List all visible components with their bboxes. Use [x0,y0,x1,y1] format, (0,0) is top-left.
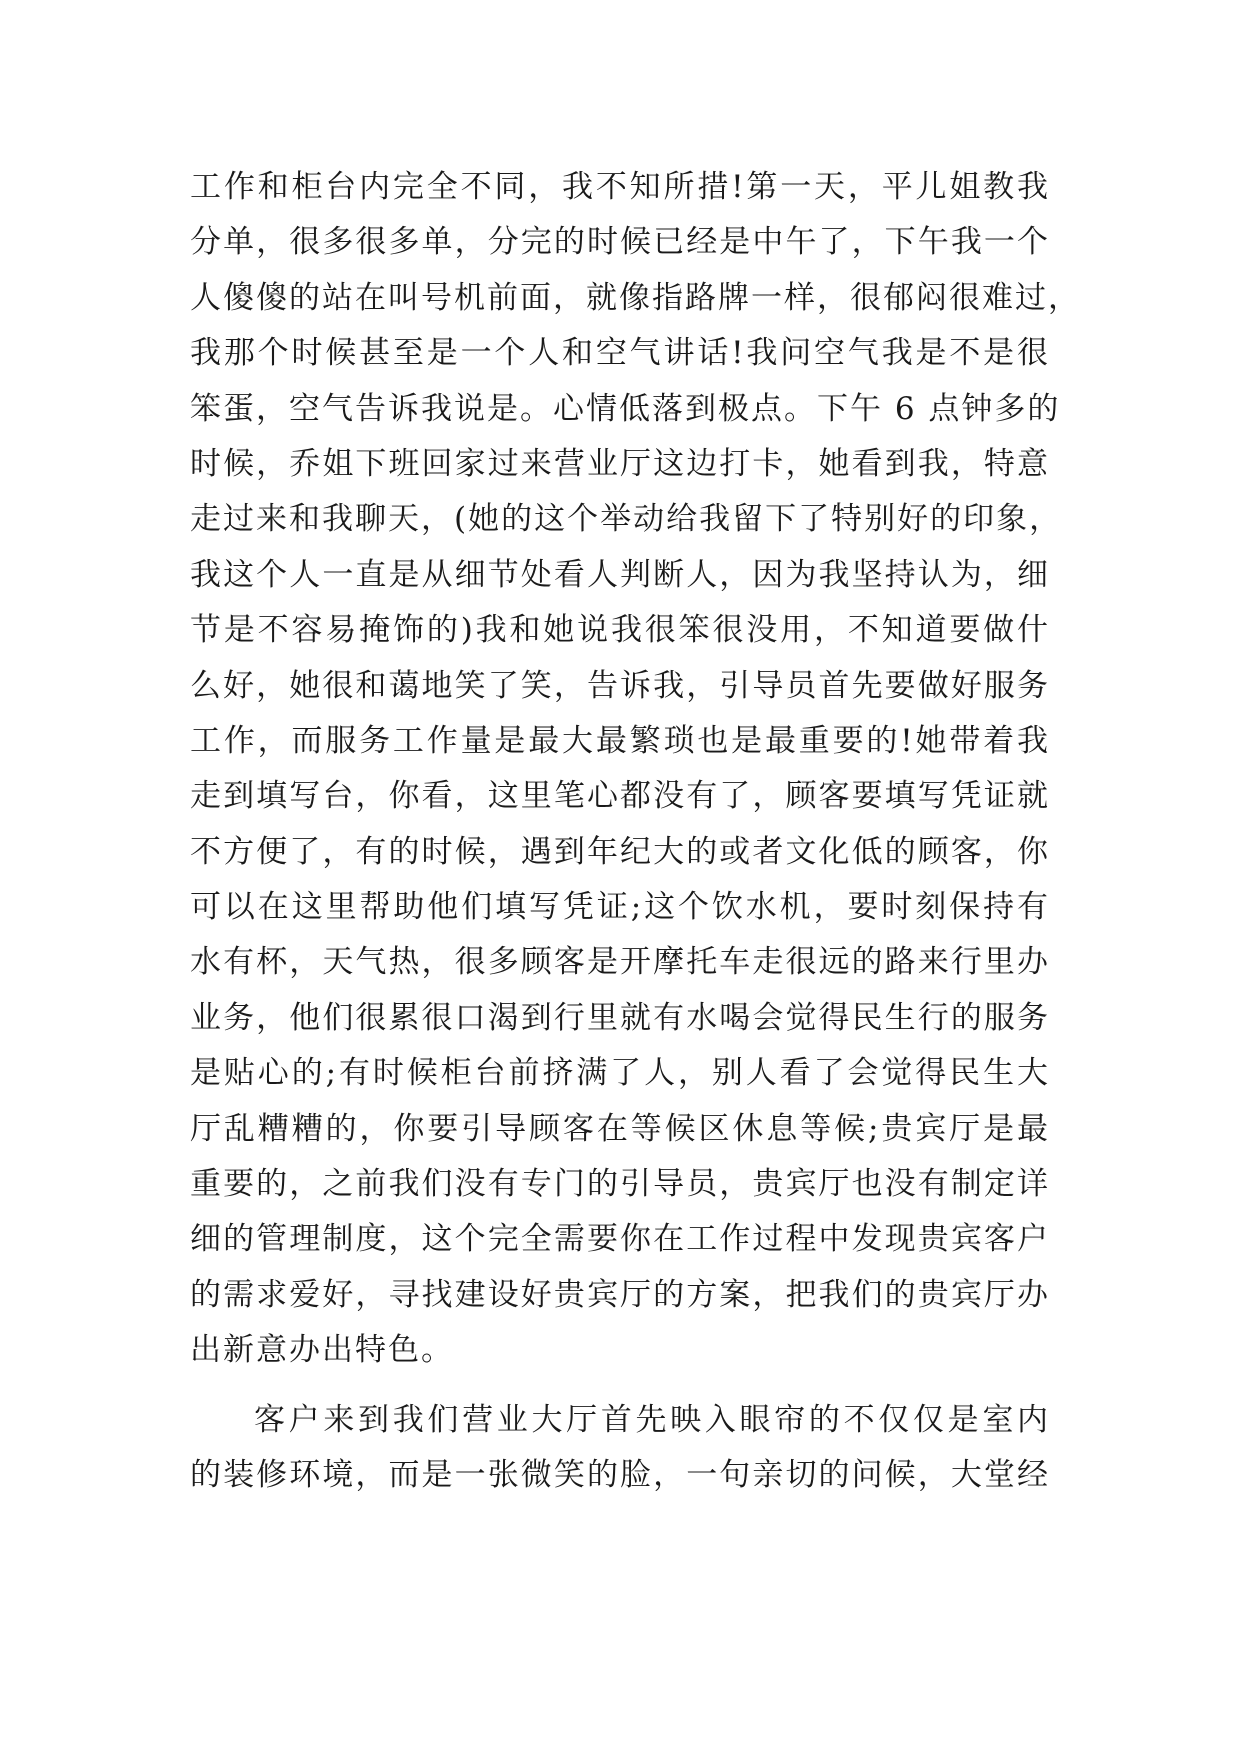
body-text [190,160,1081,1503]
text-line: 时候，乔姐下班回家过来营业厅这边打卡，她看到我，特意 [190,445,1050,482]
text-line: 工作和柜台内完全不同，我不知所措!第一天，平儿姐教我 [190,169,1050,205]
text-line: 分单，很多很多单，分完的时候已经是中午了，下午我一个 [190,224,1050,261]
text-line: 我那个时候甚至是一个人和空气讲话!我问空气我是不是很 [190,335,1050,372]
text-line: 厅乱糟糟的，你要引导顾客在等候区休息等候;贵宾厅是最 [190,1110,1050,1147]
paragraph-1 [190,160,1081,1379]
text-line: 可以在这里帮助他们填写凭证;这个饮水机，要时刻保持有 [190,889,1050,926]
paragraph-2 [190,1393,1050,1504]
text-line: 是贴心的;有时候柜台前挤满了人，别人看了会觉得民生大 [190,1055,1050,1092]
text-line: 走到填写台，你看，这里笔心都没有了，顾客要填写凭证就 [190,778,1050,815]
text-line: 工作，而服务工作量是最大最繁琐也是最重要的!她带着我 [190,722,1050,759]
text-line: 不方便了，有的时候，遇到年纪大的或者文化低的顾客，你 [190,833,1050,870]
text-line: 客户来到我们营业大厅首先映入眼帘的不仅仅是室内 [254,1401,1050,1438]
text-line: 出新意办出特色。 [190,1332,454,1369]
text-line: 的需求爱好，寻找建设好贵宾厅的方案，把我们的贵宾厅办 [190,1276,1050,1313]
text-line: 笨蛋，空气告诉我说是。心情低落到极点。下午 6 点钟多的 [190,390,1061,427]
text-line: 细的管理制度，这个完全需要你在工作过程中发现贵宾客户 [190,1221,1050,1258]
text-line: 走过来和我聊天，(她的这个举动给我留下了特别好的印象， [190,501,1063,538]
paragraph-spacing [190,1379,1050,1393]
text-line: 重要的，之前我们没有专门的引导员，贵宾厅也没有制定详 [190,1166,1050,1203]
text-line: 节是不容易掩饰的)我和她说我很笨很没用，不知道要做什 [190,612,1050,649]
text-line: 业务，他们很累很口渴到行里就有水喝会觉得民生行的服务 [190,999,1050,1036]
text-line: 我这个人一直是从细节处看人判断人，因为我坚持认为，细 [190,556,1050,593]
text-line: 么好，她很和蔼地笑了笑，告诉我，引导员首先要做好服务 [190,667,1050,704]
text-line: 人傻傻的站在叫号机前面，就像指路牌一样，很郁闷很难过， [190,279,1081,316]
text-line: 水有杯，天气热，很多顾客是开摩托车走很远的路来行里办 [190,944,1050,981]
text-line: 的装修环境，而是一张微笑的脸，一句亲切的问候，大堂经 [190,1456,1050,1493]
